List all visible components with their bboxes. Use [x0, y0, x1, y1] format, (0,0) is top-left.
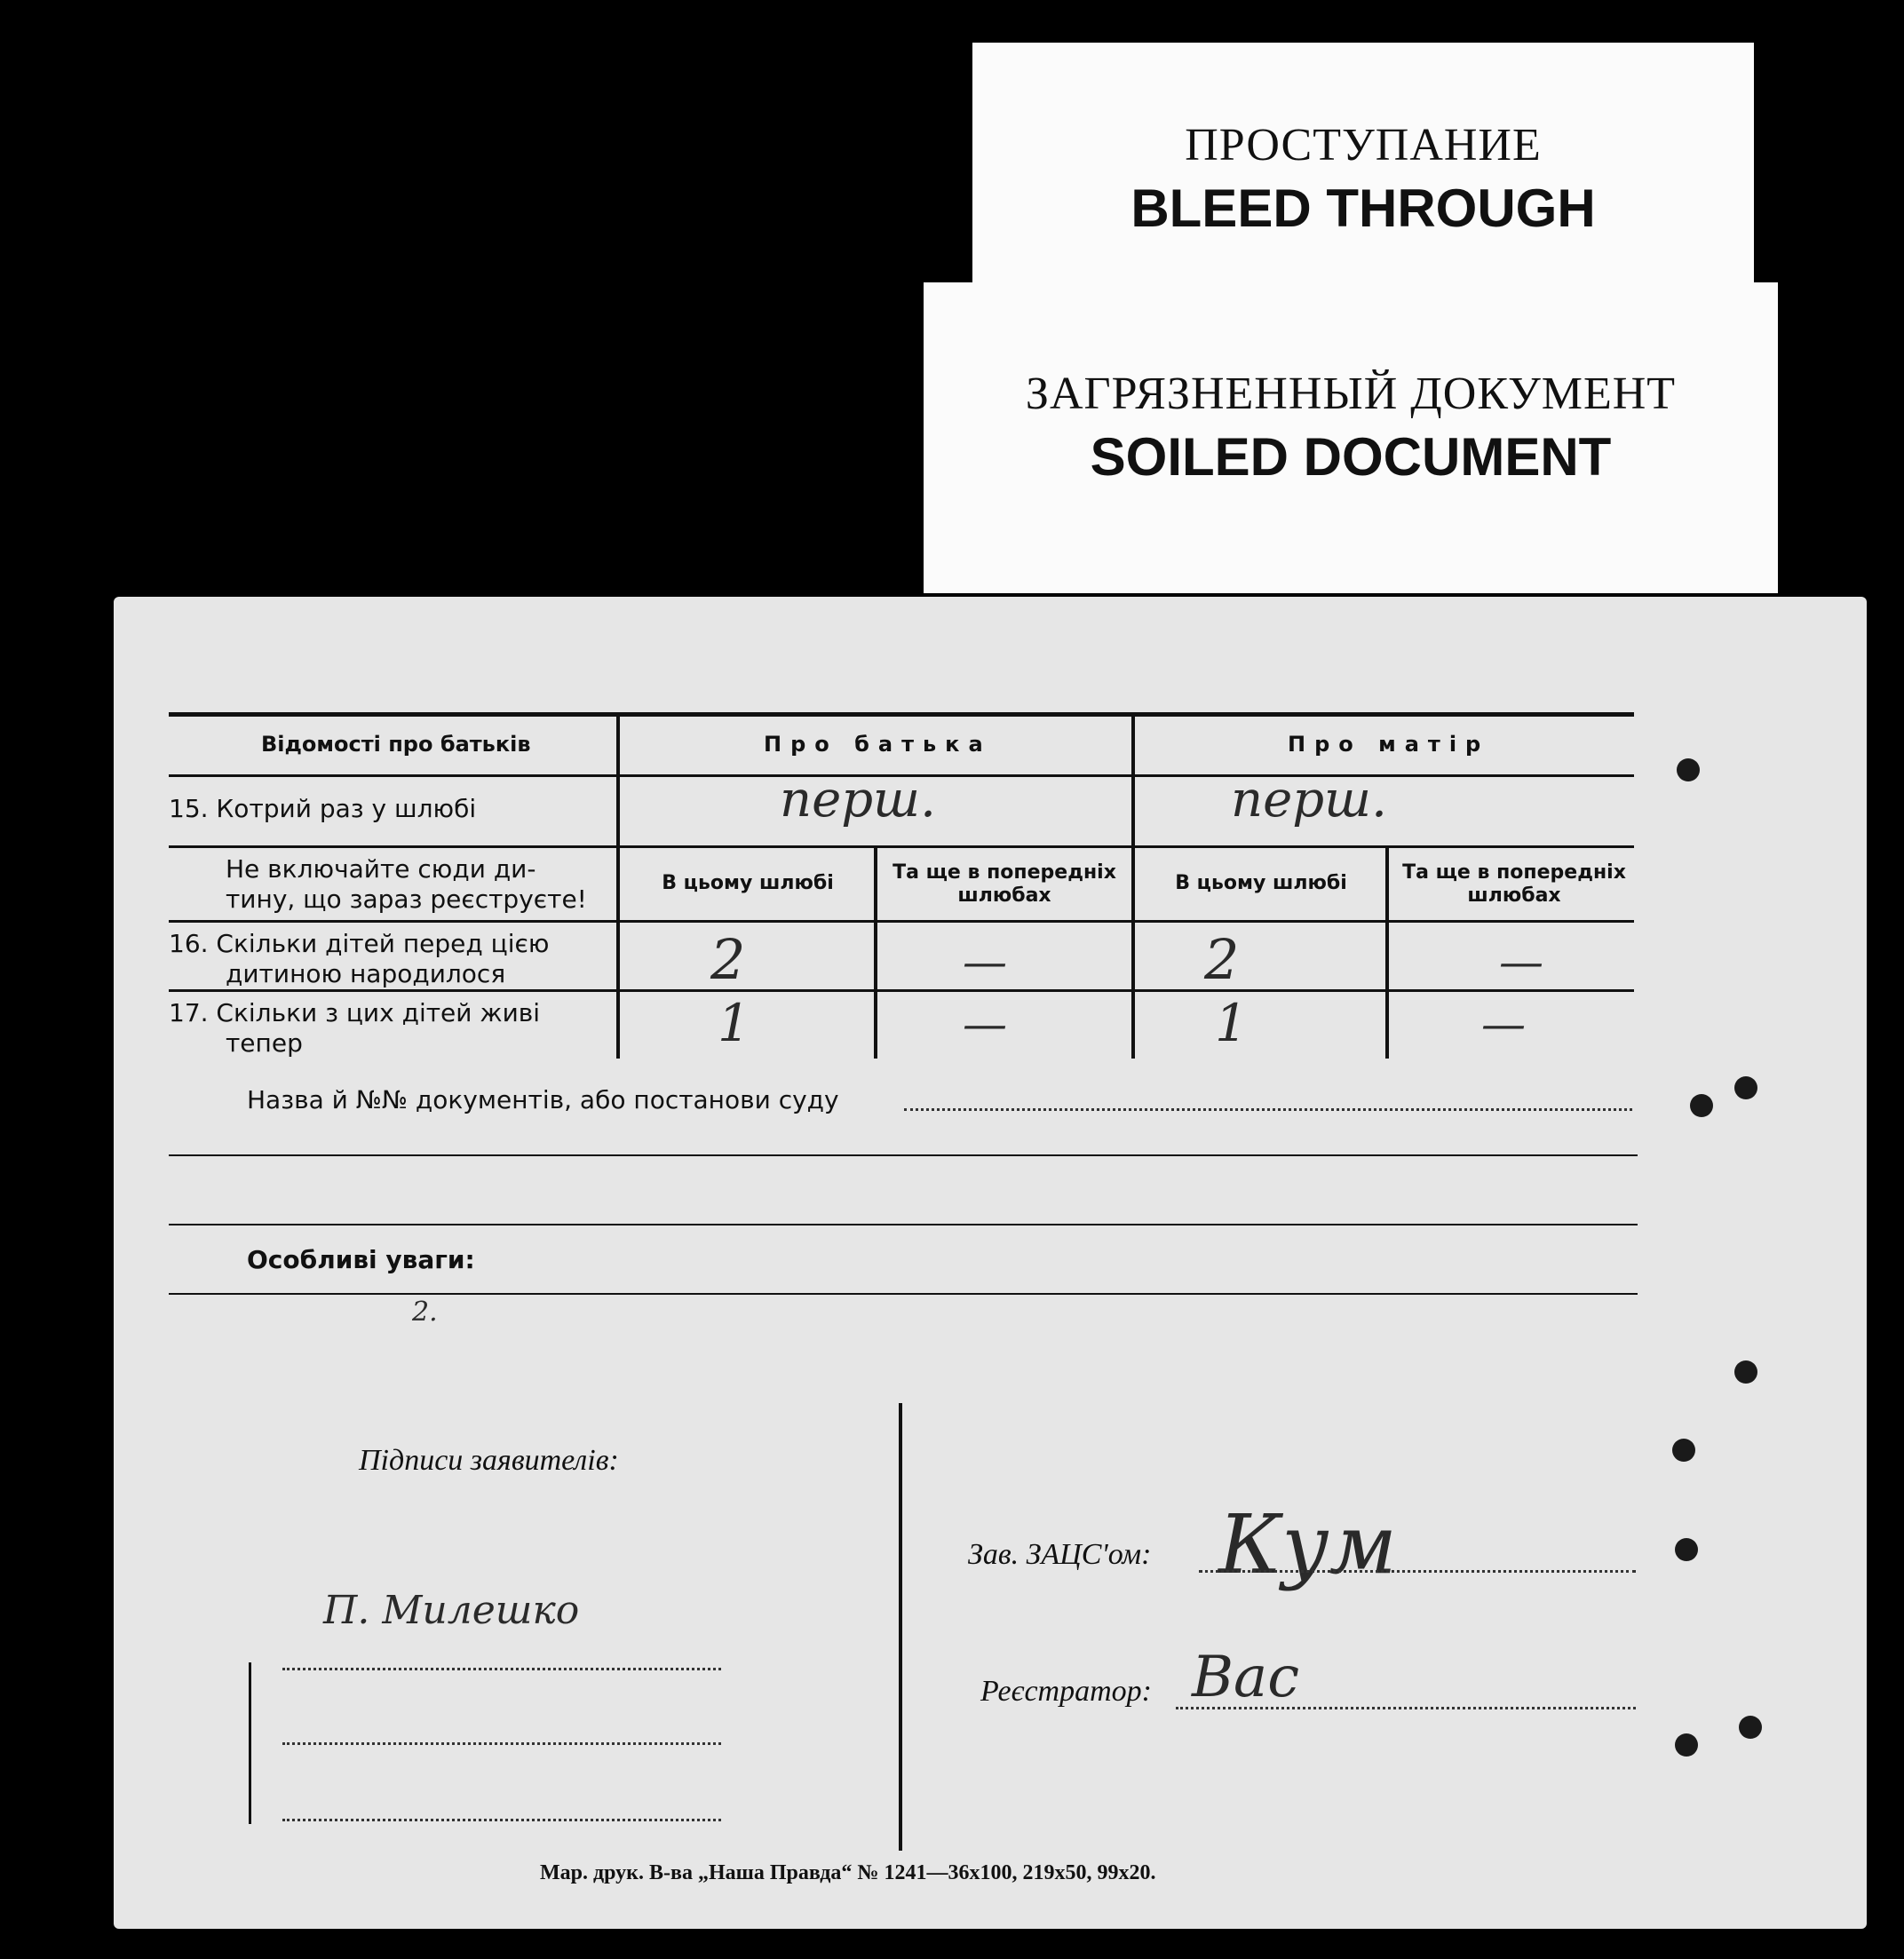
- col-divider-1: [616, 714, 620, 1059]
- applicant-signature: П. Милешко: [323, 1588, 580, 1633]
- header-father: Про батька: [764, 732, 992, 757]
- head-line: [1199, 1570, 1636, 1573]
- documents-rule-1: [169, 1154, 1638, 1156]
- bleed-through-ru: ПРОСТУПАНИЕ: [1185, 120, 1542, 171]
- row17-father-this: 1: [718, 993, 750, 1053]
- signatures-divider: [899, 1403, 902, 1851]
- table-top-rule: [169, 712, 1634, 717]
- row16-line1: 16. Скільки дітей перед цією: [169, 929, 550, 958]
- row15-rule: [169, 845, 1634, 848]
- header-parents-info: Відомості про батьків: [261, 732, 531, 757]
- applicants-label: Підписи заявителів:: [359, 1444, 619, 1477]
- applicants-bracket: [249, 1662, 251, 1824]
- row17-mother-this: 1: [1215, 993, 1248, 1053]
- row17-father-prev: —: [963, 998, 1007, 1050]
- row16-father-prev: —: [963, 936, 1007, 987]
- row17-line1: 17. Скільки з цих дітей живі: [169, 998, 541, 1027]
- documents-label: Назва й №№ документів, або постанови суду: [247, 1085, 839, 1114]
- row16-mother-this: 2: [1204, 927, 1240, 992]
- row15-label: 15. Котрий раз у шлюбі: [169, 794, 477, 823]
- binding-hole: [1690, 1094, 1713, 1117]
- registrar-signature: Вас: [1192, 1645, 1300, 1710]
- soiled-document-ru: ЗАГРЯЗНЕННЫЙ ДОКУМЕНТ: [1025, 369, 1677, 419]
- note-line2: тину, що зараз реєструєте!: [226, 884, 587, 914]
- bleed-through-notice: [972, 43, 1754, 300]
- binding-hole: [1739, 1716, 1762, 1739]
- row16-line2: дитиною народилося: [226, 959, 506, 988]
- applicant-line-1: [282, 1668, 721, 1670]
- soiled-document-notice: [924, 282, 1778, 593]
- row15-mother-value: перш.: [1231, 771, 1387, 829]
- subheader-rule: [169, 920, 1634, 923]
- subcol-divider-mother: [1385, 847, 1389, 1059]
- note-line1: Не включайте сюди ди-: [226, 854, 536, 884]
- row17-line2: тепер: [226, 1028, 303, 1058]
- binding-hole: [1672, 1439, 1695, 1462]
- binding-hole: [1675, 1733, 1698, 1757]
- printer-footer: Мар. друк. В-ва „Наша Правда“ № 1241—36х100, 219х50, 99х20.: [540, 1861, 1156, 1884]
- header-mother: Про матір: [1288, 732, 1490, 757]
- remarks-rule: [169, 1293, 1638, 1295]
- registrar-line: [1176, 1707, 1636, 1709]
- col-divider-2: [1131, 714, 1135, 1059]
- binding-hole: [1734, 1076, 1757, 1099]
- binding-hole: [1677, 758, 1700, 781]
- documents-rule-2: [169, 1224, 1638, 1225]
- applicant-line-3: [282, 1819, 721, 1821]
- soiled-document-en: SOILED DOCUMENT: [1090, 427, 1612, 487]
- subheader-father-this: В цьому шлюбі: [662, 872, 834, 894]
- row16-mother-prev: —: [1499, 936, 1543, 987]
- subheader-father-prev: Та ще в попередніх шлюбах: [892, 861, 1116, 907]
- registration-form-sheet: [114, 597, 1867, 1929]
- subheader-mother-prev: Та ще в попередніх шлюбах: [1402, 861, 1626, 907]
- row16-father-this: 2: [710, 927, 746, 992]
- row16-rule: [169, 989, 1634, 992]
- remarks-value: 2.: [412, 1297, 438, 1328]
- remarks-label: Особливі уваги:: [247, 1245, 475, 1274]
- row17-mother-prev: —: [1481, 998, 1526, 1050]
- subcol-divider-father: [874, 847, 877, 1059]
- subheader-mother-this: В цьому шлюбі: [1175, 872, 1347, 894]
- registrar-label: Реєстратор:: [980, 1675, 1152, 1708]
- binding-hole: [1734, 1360, 1757, 1384]
- documents-line: [904, 1108, 1632, 1111]
- bleed-through-en: BLEED THROUGH: [1130, 178, 1596, 238]
- binding-hole: [1675, 1538, 1698, 1561]
- head-signature: Кум: [1218, 1497, 1397, 1592]
- row15-father-value: перш.: [780, 771, 936, 829]
- head-label: Зав. ЗАЦС'ом:: [968, 1538, 1152, 1571]
- applicant-line-2: [282, 1742, 721, 1745]
